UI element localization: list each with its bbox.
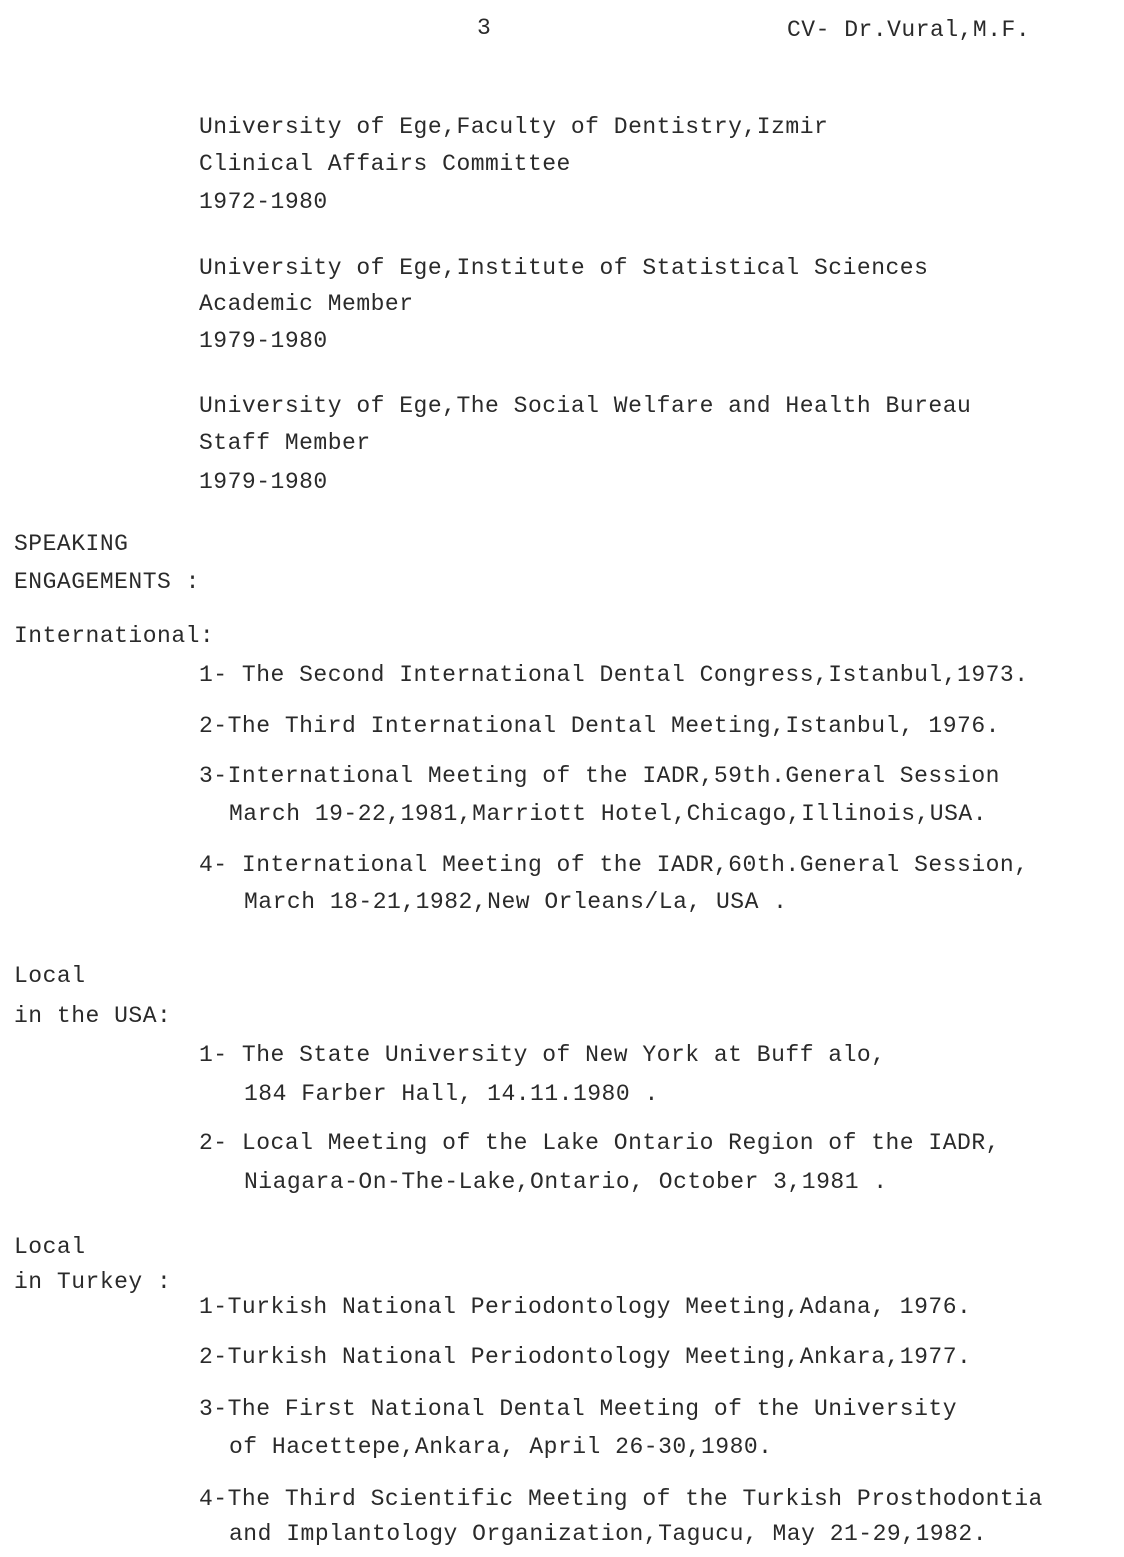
section-heading: SPEAKING: [14, 531, 129, 557]
engagement-item: 1- The State University of New York at Buff alo,: [199, 1042, 886, 1068]
engagement-item-cont: March 19-22,1981,Marriott Hotel,Chicago,Illinois,USA.: [229, 801, 988, 827]
subsection-label: in the USA:: [14, 1003, 172, 1029]
engagement-item: 1-Turkish National Periodontology Meeting,Adana, 1976.: [199, 1294, 972, 1320]
committee-years: 1972-1980: [199, 189, 328, 215]
engagement-item-cont: Niagara-On-The-Lake,Ontario, October 3,1981 .: [244, 1169, 888, 1195]
engagement-item: 3-International Meeting of the IADR,59th.General Session: [199, 763, 1000, 789]
committee-role: Clinical Affairs Committee: [199, 151, 571, 177]
committee-role: Academic Member: [199, 291, 414, 317]
subsection-label: Local: [14, 1234, 86, 1260]
engagement-item-cont: of Hacettepe,Ankara, April 26-30,1980.: [229, 1434, 773, 1460]
committee-org: University of Ege,The Social Welfare and Health Bureau: [199, 393, 972, 419]
engagement-item: 4- International Meeting of the IADR,60th.General Session,: [199, 852, 1029, 878]
committee-years: 1979-1980: [199, 469, 328, 495]
engagement-item: 2-Turkish National Periodontology Meeting,Ankara,1977.: [199, 1344, 972, 1370]
engagement-item-cont: and Implantology Organization,Tagucu, May 21-29,1982.: [229, 1521, 988, 1547]
committee-role: Staff Member: [199, 430, 371, 456]
subsection-label: Local: [14, 963, 86, 989]
engagement-item: 2-The Third International Dental Meeting,Istanbul, 1976.: [199, 713, 1000, 739]
subsection-label: International:: [14, 623, 215, 649]
committee-org: University of Ege,Institute of Statistical Sciences: [199, 255, 929, 281]
section-heading: ENGAGEMENTS :: [14, 569, 200, 595]
page-number: 3: [477, 15, 492, 41]
committee-org: University of Ege,Faculty of Dentistry,Izmir: [199, 114, 829, 140]
engagement-item: 2- Local Meeting of the Lake Ontario Region of the IADR,: [199, 1130, 1000, 1156]
subsection-label: in Turkey :: [14, 1269, 172, 1295]
engagement-item-cont: 184 Farber Hall, 14.11.1980 .: [244, 1081, 659, 1107]
engagement-item: 4-The Third Scientific Meeting of the Turkish Prosthodontia: [199, 1486, 1043, 1512]
engagement-item-cont: March 18-21,1982,New Orleans/La, USA .: [244, 889, 788, 915]
running-title: CV- Dr.Vural,M.F.: [787, 17, 1031, 43]
committee-years: 1979-1980: [199, 328, 328, 354]
engagement-item: 3-The First National Dental Meeting of the University: [199, 1396, 958, 1422]
engagement-item: 1- The Second International Dental Congress,Istanbul,1973.: [199, 662, 1029, 688]
